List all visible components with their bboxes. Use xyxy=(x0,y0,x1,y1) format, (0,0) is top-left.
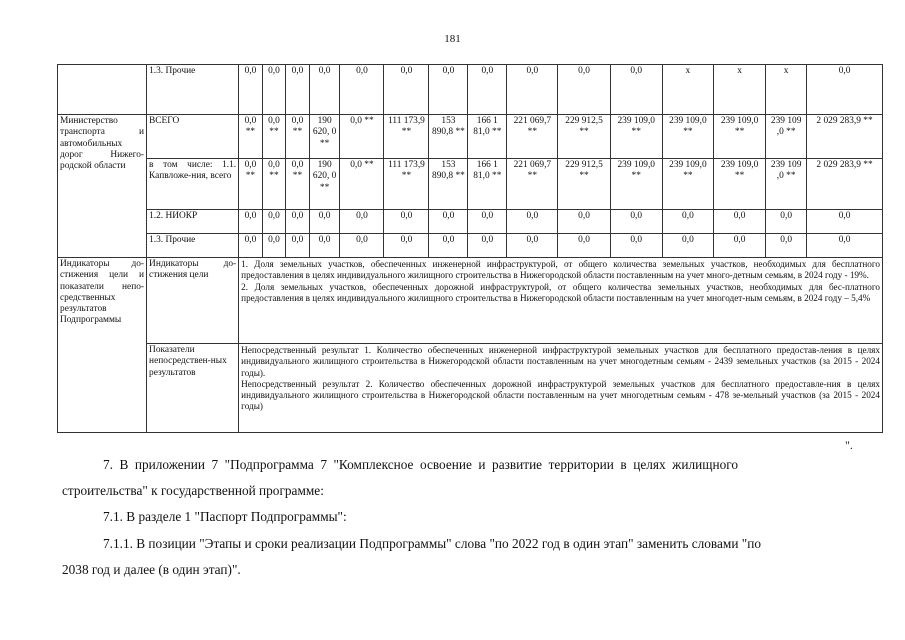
value-cell: 0,0 xyxy=(286,65,310,115)
paragraph-7-line-1: 7. В приложении 7 "Подпрограмма 7 "Комплексное освоение и развитие территории в целях жилищного xyxy=(103,457,738,472)
paragraph-7-1: 7.1. В разделе 1 "Паспорт Подпрограммы": xyxy=(103,509,347,524)
value-cell: 0,0 xyxy=(340,210,384,234)
category-cell: 1.3. Прочие xyxy=(147,65,239,115)
org-cell xyxy=(58,65,147,115)
value-cell: 0,0 xyxy=(766,210,807,234)
value-cell: 0,0 xyxy=(429,65,468,115)
table-row xyxy=(58,258,883,344)
value-cell: 0,0 xyxy=(286,234,310,258)
value-cell: 0,0 xyxy=(713,210,765,234)
value-cell: 190 620, 0 ** xyxy=(309,159,340,210)
value-cell: 239 109,0 ** xyxy=(713,159,765,210)
value-cell: 0,0 xyxy=(286,210,310,234)
value-cell: 239 109,0 ** xyxy=(713,115,765,159)
value-cell: 0,0 xyxy=(662,210,713,234)
value-cell: 0,0 xyxy=(610,234,662,258)
value-cell: 0,0 xyxy=(384,210,429,234)
category-cell: ВСЕГО xyxy=(147,115,239,159)
value-cell: 229 912,5 ** xyxy=(558,115,610,159)
closing-quote: ". xyxy=(845,438,853,452)
paragraph-7-1-1-line-2: 2038 год и далее (в один этап)". xyxy=(62,562,241,577)
value-cell: 0,0 xyxy=(262,65,286,115)
value-cell: 0,0 xyxy=(507,65,558,115)
table-row xyxy=(58,65,883,115)
direct-results-label: Показатели непосредствен-ных результатов xyxy=(147,344,239,433)
value-cell: 239 109,0 ** xyxy=(610,115,662,159)
page-number: 181 xyxy=(444,33,461,45)
value-cell: 0,0 ** xyxy=(340,159,384,210)
indicators-section-label: Индикаторы до-стижения цели и показатели непо-средственных результатов Подпрограммы xyxy=(58,258,147,433)
value-cell: 0,0 xyxy=(239,210,263,234)
value-cell: 0,0 ** xyxy=(262,115,286,159)
value-cell: 229 912,5 ** xyxy=(558,159,610,210)
value-cell: 190 620, 0 ** xyxy=(309,115,340,159)
value-cell: 239 109,0 ** xyxy=(662,115,713,159)
goal-indicator-1: 1. Доля земельных участков, обеспеченных инженерной инфраструктурой, от общего количества земельных участков, необходимых для бесплатного предоставления в целях индивидуального жилищного строительства в Нижегородской области поставленным на учет много-детным семьям, в 2024 году - 19%. xyxy=(241,259,880,281)
value-cell: 0,0 xyxy=(507,210,558,234)
goal-indicators-label: Индикаторы до-стижения цели xyxy=(147,258,239,344)
value-cell: 0,0 xyxy=(507,234,558,258)
value-cell: 0,0 xyxy=(558,234,610,258)
value-cell: 0,0 xyxy=(384,65,429,115)
value-cell: 239 109 ,0 ** xyxy=(766,159,807,210)
value-cell: 239 109 ,0 ** xyxy=(766,115,807,159)
value-cell: x xyxy=(662,65,713,115)
value-cell: 0,0 ** xyxy=(262,159,286,210)
value-cell: 0,0 ** xyxy=(340,115,384,159)
value-cell: 0,0 xyxy=(309,234,340,258)
value-cell: 0,0 xyxy=(713,234,765,258)
value-cell: 153 890,8 ** xyxy=(429,115,468,159)
value-cell: 0,0 xyxy=(340,65,384,115)
value-cell: 0,0 xyxy=(558,210,610,234)
value-cell: 0,0 xyxy=(239,234,263,258)
value-cell: 0,0 ** xyxy=(239,115,263,159)
value-cell: 0,0 xyxy=(558,65,610,115)
value-cell: 0,0 xyxy=(610,65,662,115)
value-cell: 153 890,8 ** xyxy=(429,159,468,210)
table-row xyxy=(58,234,883,258)
value-cell: 0,0 xyxy=(807,234,883,258)
value-cell: 0,0 xyxy=(807,65,883,115)
direct-result-1: Непосредственный результат 1. Количество обеспеченных инженерной инфраструктурой земельных участков для бесплатного предостав-ления в целях индивидуального жилищного строительства в Нижегородской области поставленным на учет многодетным семьям - 2439 земельных участков (за 2015 - 2024 годы). xyxy=(241,345,880,378)
value-cell: 0,0 xyxy=(662,234,713,258)
category-cell: в том числе: 1.1. Капвложе-ния, всего xyxy=(147,159,239,210)
value-cell: 166 1 81,0 ** xyxy=(468,115,507,159)
table-row xyxy=(58,115,883,159)
value-cell: 111 173,9 ** xyxy=(384,115,429,159)
value-cell: 0,0 xyxy=(610,210,662,234)
value-cell: 0,0 xyxy=(468,210,507,234)
org-cell: Министерство транспорта и автомобильных дорог Нижего-родской области xyxy=(58,115,147,258)
category-cell: 1.2. НИОКР xyxy=(147,210,239,234)
goal-indicators-text xyxy=(239,258,883,344)
value-cell: 0,0 xyxy=(468,65,507,115)
value-cell: 0,0 ** xyxy=(239,159,263,210)
financing-table xyxy=(57,64,883,433)
value-cell: 0,0 xyxy=(807,210,883,234)
value-cell: 0,0 xyxy=(262,210,286,234)
value-cell: 0,0 ** xyxy=(286,159,310,210)
value-cell: x xyxy=(766,65,807,115)
value-cell: 2 029 283,9 ** xyxy=(807,115,883,159)
value-cell: 0,0 xyxy=(429,210,468,234)
value-cell: 239 109,0 ** xyxy=(662,159,713,210)
paragraph-7-1-1-line-1: 7.1.1. В позиции "Этапы и сроки реализации Подпрограммы" слова "по 2022 год в один этап" заменить словами "по xyxy=(103,536,761,551)
table-row xyxy=(58,159,883,210)
value-cell: 221 069,7 ** xyxy=(507,115,558,159)
table-row xyxy=(58,344,883,433)
value-cell: 0,0 xyxy=(309,65,340,115)
value-cell: 0,0 xyxy=(384,234,429,258)
value-cell: 0,0 xyxy=(468,234,507,258)
value-cell: 0,0 xyxy=(766,234,807,258)
value-cell: 0,0 xyxy=(262,234,286,258)
value-cell: 0,0 xyxy=(340,234,384,258)
direct-result-2: Непосредственный результат 2. Количество обеспеченных дорожной инфраструктурой земельных участков для бесплатного предоставле-ния в целях индивидуального жилищного строительства в Нижегородской области поставленным на учет многодетным семьям - 478 зе-мельный участков (за 2015 - 2024 годы) xyxy=(241,378,880,412)
value-cell: 166 1 81,0 ** xyxy=(468,159,507,210)
table-row xyxy=(58,210,883,234)
value-cell: 0,0 xyxy=(239,65,263,115)
value-cell: x xyxy=(713,65,765,115)
value-cell: 221 069,7 ** xyxy=(507,159,558,210)
value-cell: 0,0 xyxy=(309,210,340,234)
paragraph-7-line-2: строительства" к государственной программе: xyxy=(62,483,324,498)
value-cell: 0,0 xyxy=(429,234,468,258)
value-cell: 2 029 283,9 ** xyxy=(807,159,883,210)
value-cell: 239 109,0 ** xyxy=(610,159,662,210)
value-cell: 0,0 ** xyxy=(286,115,310,159)
direct-results-text xyxy=(239,344,883,433)
value-cell: 111 173,9 ** xyxy=(384,159,429,210)
goal-indicator-2: 2. Доля земельных участков, обеспеченных дорожной инфраструктурой, от общего количества земельных участков, необходимых для бес-платного предоставления в целях индивидуального жилищного строительства в Нижегородской области поставленным на учет многодет-ным семьям, в 2024 году – 5,4% xyxy=(241,281,880,303)
category-cell: 1.3. Прочие xyxy=(147,234,239,258)
